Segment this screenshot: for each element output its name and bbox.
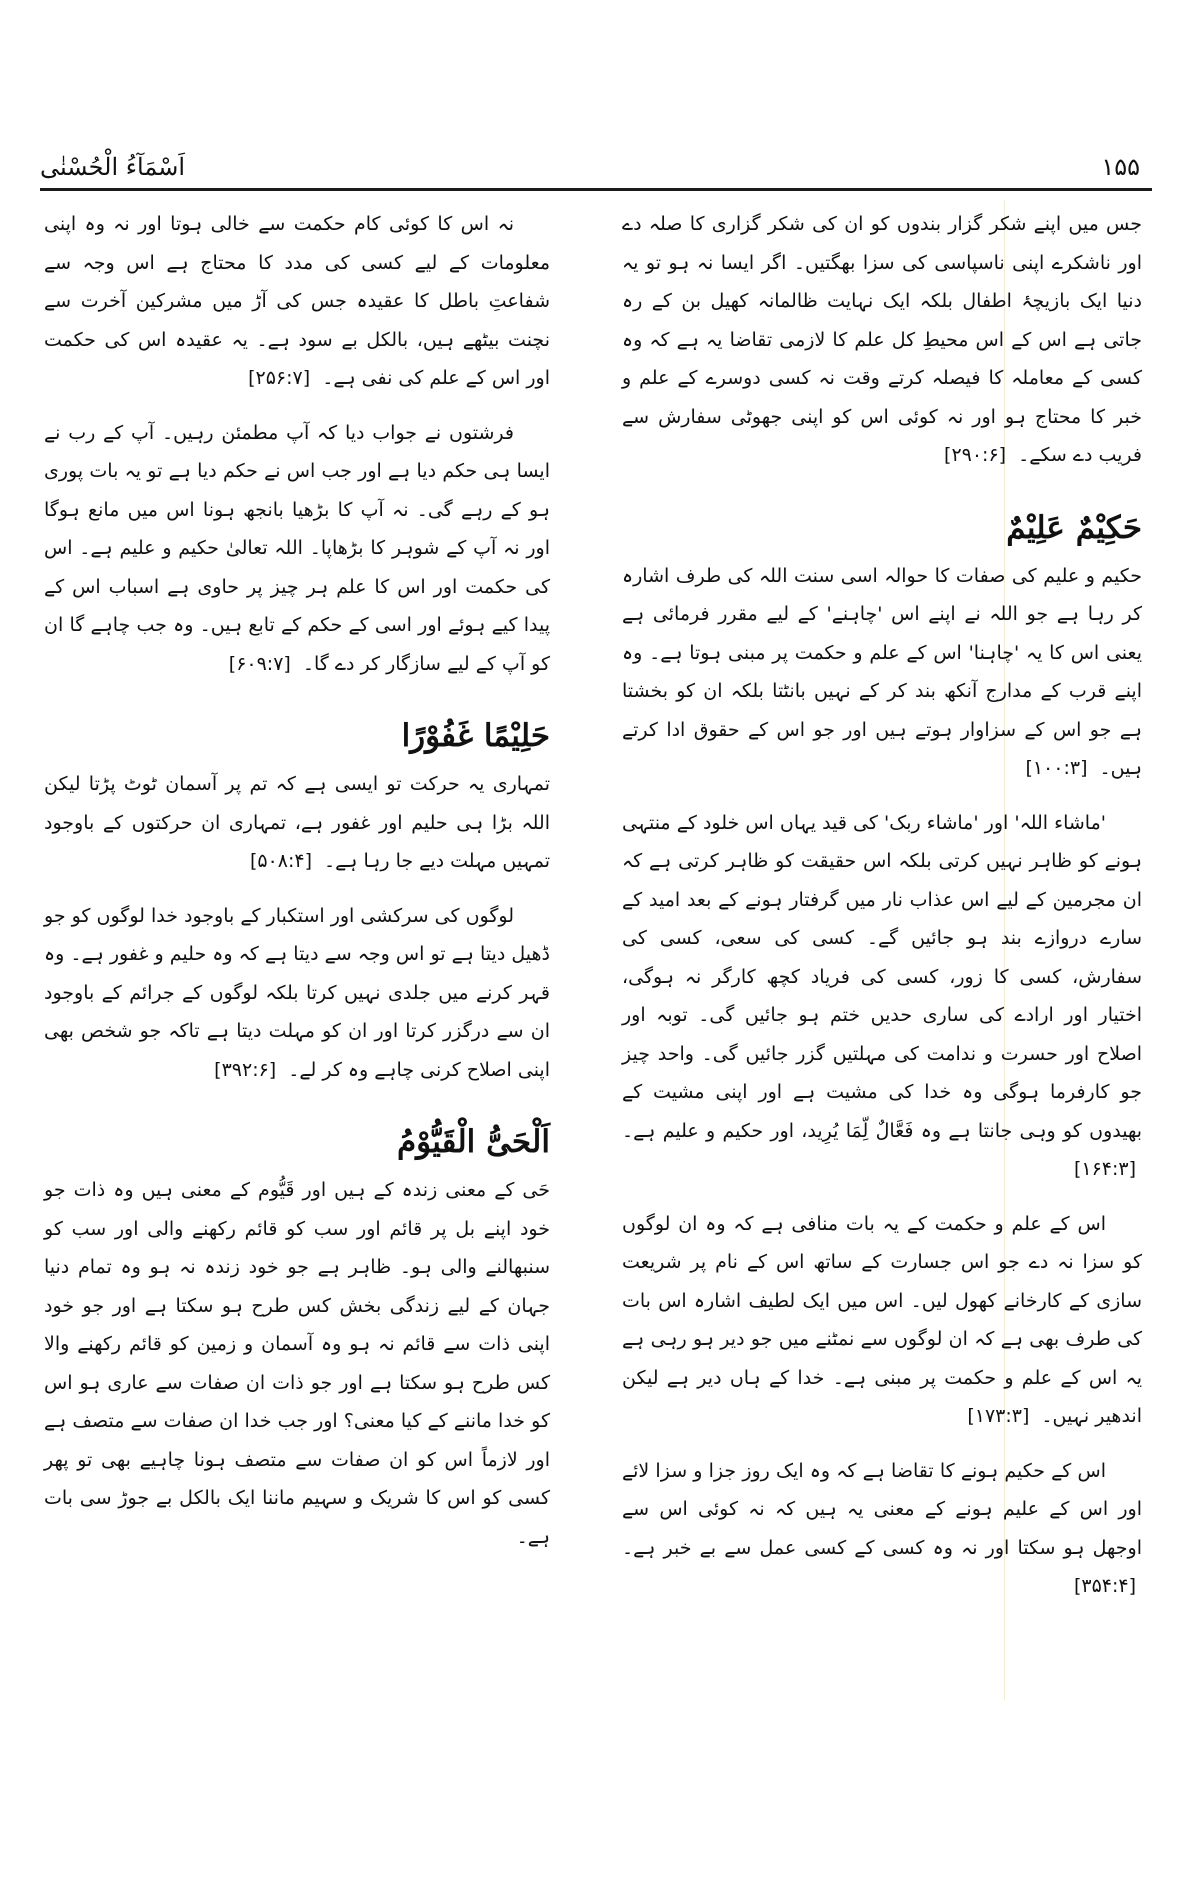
- left-column: [44, 205, 550, 1572]
- right-column: [622, 205, 1142, 1622]
- paragraph: [622, 1205, 1142, 1436]
- paragraph-text: تمہاری یہ حرکت تو ایسی ہے کہ تم پر آسمان ٹوٹ پڑتا لیکن اللہ بڑا ہی حلیم اور غفور ہے، تمہاری ان حرکتوں کے باوجود تمہیں مہلت دیے جا رہا ہے۔: [44, 773, 550, 872]
- running-title: اَسْمَآءُ الْحُسْنٰی: [40, 153, 186, 181]
- verse-reference: [۳۹۲:۶]: [214, 1058, 277, 1081]
- verse-reference: [۲۵۶:۷]: [248, 367, 311, 389]
- verse-reference: [۱۶۴:۳]: [1073, 1158, 1136, 1180]
- verse-reference: [۶۰۹:۷]: [228, 652, 291, 675]
- paragraph: [44, 897, 550, 1090]
- verse-reference: [۳۵۴:۴]: [1073, 1575, 1136, 1597]
- paragraph-text: اس کے حکیم ہونے کا تقاضا ہے کہ وہ ایک روز جزا و سزا لائے اور اس کے علیم ہونے کے معنی یہ ہیں کہ نہ کوئی اس سے اوجھل ہو سکتا اور نہ وہ کسی کے کسی عمل سے بے خبر ہے۔: [622, 1459, 1142, 1559]
- page-header: [40, 150, 1140, 190]
- header-divider: [40, 188, 1152, 191]
- verse-reference: [۲۹۰:۶]: [944, 444, 1007, 466]
- section-heading-al-hayy-al-qayyum: اَلْحَیُّ الْقَیُّوْمُ: [396, 1124, 550, 1160]
- paragraph: [622, 205, 1142, 475]
- paragraph-text: اس کے علم و حکمت کے یہ بات منافی ہے کہ وہ ان لوگوں کو سزا نہ دے جو اس جسارت کے ساتھ اس کے نام پر شریعت سازی کے کارخانے کھول لیں۔ اس میں ایک لطیف اشارہ اس بات کی طرف بھی ہے کہ ان لوگوں سے نمٹنے میں جو دیر ہو رہی ہے یہ اس کے علم و حکمت پر مبنی ہے۔ خدا کے ہاں دیر ہے لیکن اندھیر نہیں۔: [622, 1212, 1142, 1427]
- paragraph-text: جس میں اپنے شکر گزار بندوں کو ان کی شکر گزاری کا صلہ دے اور ناشکرے اپنی ناسپاسی کی سزا بھگتیں۔ اگر ایسا نہ ہو تو یہ دنیا ایک بازیچۂ اطفال بلکہ ایک نہایت ظالمانہ کھیل بن کے رہ جاتی ہے اس کے اس محیطِ کل علم کا لازمی تقاضا یہ ہے کہ وہ کسی کے معاملہ کا فیصلہ کرتے وقت نہ کسی دوسرے کے علم و خبر کا محتاج ہو اور نہ کوئی اس کو اپنی جھوٹی سفارش سے فریب دے سکے۔: [622, 213, 1142, 466]
- paragraph: [44, 1171, 550, 1556]
- paragraph-text: حکیم و علیم کی صفات کا حوالہ اسی سنت اللہ کی طرف اشارہ کر رہا ہے جو اللہ نے اپنے اس 'چاہنے' کے لیے مقرر فرمائی ہے یعنی اس کا یہ 'چاہنا' اس کے علم و حکمت پر مبنی ہوتا ہے۔ وہ اپنے قرب کے مدارج آنکھ بند کر کے نہیں بانٹتا بلکہ ان کو بخشتا ہے جو اس کے سزاوار ہوتے ہیں اور جو اس کے حقوق ادا کرتے ہیں۔: [622, 564, 1142, 779]
- paragraph: [622, 1452, 1142, 1606]
- paragraph: [622, 804, 1142, 1189]
- section-heading-haleem-ghafoor: حَلِیْمًا غَفُوْرًا: [401, 718, 550, 754]
- section-heading-hakeem-aleem: حَکِیْمٌ عَلِیْمٌ: [1006, 509, 1142, 546]
- verse-reference: [۱۷۳:۳]: [967, 1405, 1030, 1427]
- paragraph: [622, 557, 1142, 788]
- paragraph-text: 'ماشاء اللہ' اور 'ماشاء ربک' کی قید یہاں اس خلود کے منتہی ہونے کو ظاہر نہیں کرتی بلکہ اس حقیقت کو ظاہر کرتی ہے کہ ان مجرمین کے لیے اس عذاب نار میں گرفتار ہونے کے بعد امید کے سارے دروازے بند ہو جائیں گے۔ کسی کی سعی، کسی کی سفارش، کسی کا زور، کسی کی فریاد کچھ کارگر نہ ہوگی، اختیار اور ارادے کی ساری حدیں ختم ہو جائیں گی۔ توبہ اور اصلاح اور حسرت و ندامت کی مہلتیں گزر جائیں گی۔ واحد چیز جو کارفرما ہوگی وہ خدا کی مشیت ہے اور اپنی مشیت کے بھیدوں کو وہی جانتا ہے وہ فَعَّالٌ لِّمَا یُرِید، اور حکیم و علیم ہے۔: [622, 811, 1142, 1142]
- paragraph: [44, 765, 550, 881]
- paragraph-text: فرشتوں نے جواب دیا کہ آپ مطمئن رہیں۔ آپ کے رب نے ایسا ہی حکم دیا ہے اور جب اس نے حکم دیا ہے تو یہ بات پوری ہو کے رہے گی۔ نہ آپ کا بڑھیا بانجھ ہونا اس میں مانع ہوگا اور نہ آپ کے شوہر کا بڑھاپا۔ اللہ تعالیٰ حکیم و علیم ہے۔ اس کی حکمت اور اس کا علم ہر چیز پر حاوی ہے اسباب اس کے پیدا کیے ہوئے اور اسی کے حکم کے تابع ہیں۔ وہ جب چاہے گا ان کو آپ کے لیے سازگار کر دے گا۔: [44, 421, 550, 675]
- paragraph-text: حَی کے معنی زندہ کے ہیں اور قَیُّوم کے معنی ہیں وہ ذات جو خود اپنے بل پر قائم اور سب کو قائم رکھنے والی اور سب کو سنبھالنے والی ہو۔ ظاہر ہے جو خود زندہ نہ ہو وہ تمام دنیا جہان کے لیے زندگی بخش کس طرح ہو سکتا ہے اور جو خود اپنی ذات سے قائم نہ ہو وہ آسمان و زمین کو قائم رکھنے والا کس طرح ہو سکتا ہے اور جو ذات ان صفات سے عاری ہو اس کو خدا ماننے کے کیا معنی؟ اور جب خدا ان صفات سے متصف ہے اور لازماً اس کو ان صفات سے متصف ہونا چاہیے بھی تو پھر کسی کو اس کا شریک و سہیم ماننا ایک بالکل بے جوڑ سی بات ہے۔: [44, 1179, 550, 1548]
- verse-reference: [۵۰۸:۴]: [249, 850, 312, 872]
- page-number: ۱۵۵: [1101, 153, 1140, 181]
- paragraph: [44, 205, 550, 398]
- verse-reference: [۱۰۰:۳]: [1025, 757, 1088, 779]
- paragraph-text: نہ اس کا کوئی کام حکمت سے خالی ہوتا اور نہ وہ اپنی معلومات کے لیے کسی کی مدد کا محتاج ہے اس وجہ سے شفاعتِ باطل کا عقیدہ جس کی آڑ میں مشرکین آخرت سے نچنت بیٹھے ہیں، بالکل بے سود ہے۔ یہ عقیدہ اس کی حکمت اور اس کے علم کی نفی ہے۔: [44, 213, 550, 389]
- paragraph-text: لوگوں کی سرکشی اور استکبار کے باوجود خدا لوگوں کو جو ڈھیل دیتا ہے تو اس وجہ سے دیتا ہے کہ وہ حلیم و غفور ہے۔ وہ قہر کرنے میں جلدی نہیں کرتا بلکہ لوگوں کے جرائم کے باوجود ان سے درگزر کرتا اور ان کو مہلت دیتا ہے تاکہ جو شخص بھی اپنی اصلاح کرنی چاہے وہ کر لے۔: [44, 904, 550, 1081]
- paragraph: [44, 414, 550, 684]
